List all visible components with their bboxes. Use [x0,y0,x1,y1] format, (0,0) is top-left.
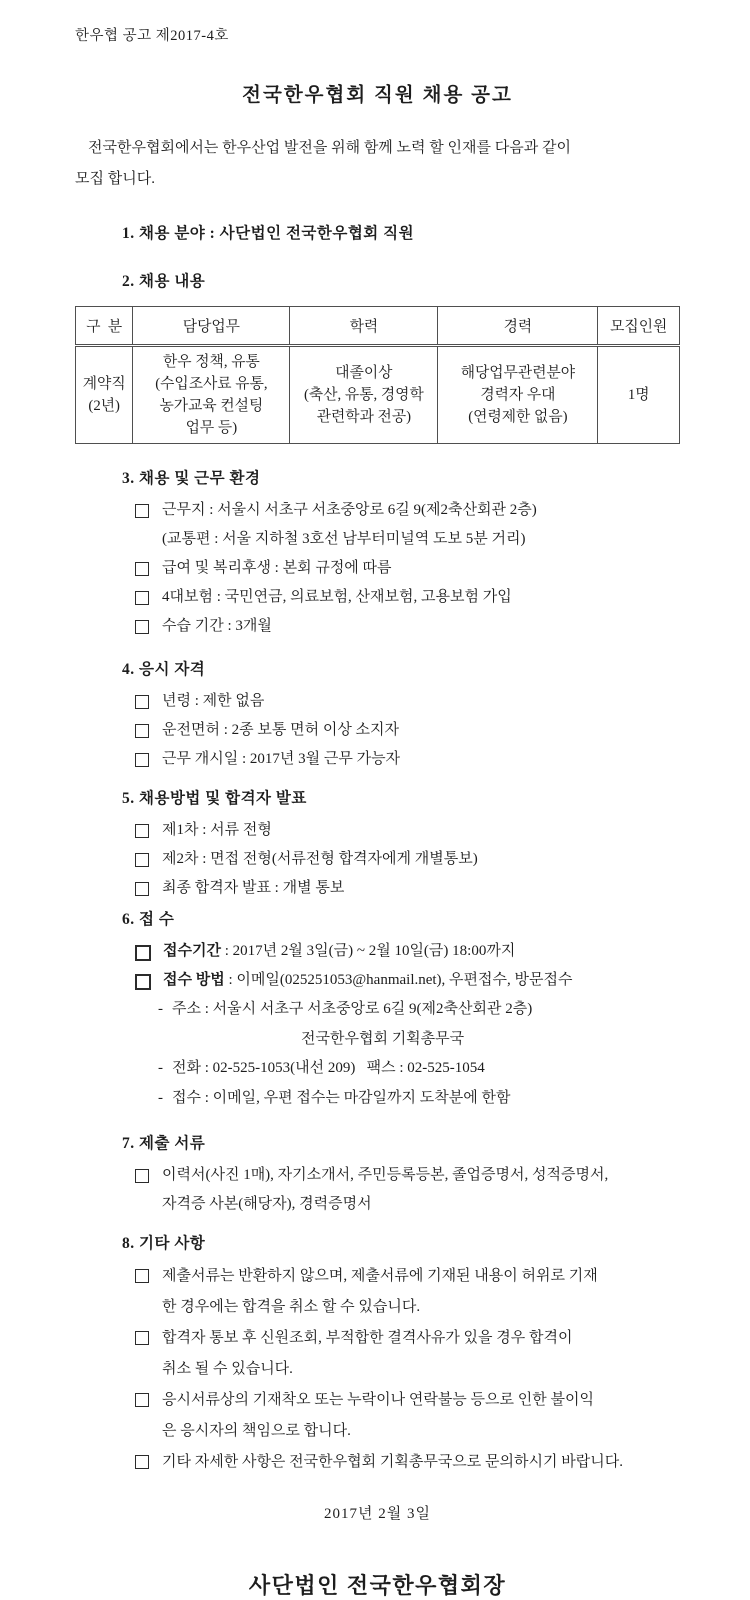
cell-line: (2년) [88,398,120,414]
item-line: 합격자 통보 후 신원조회, 부적합한 결격사유가 있을 경우 합격이 [162,1330,573,1346]
item-text: 급여 및 복리후생 : 본회 규정에 따름 [162,560,392,576]
item-line: 제출서류는 반환하지 않으며, 제출서류에 기재된 내용이 허위로 기재 [162,1268,598,1284]
item-label: 접수기간 [163,943,221,959]
item-value: : 2017년 2월 3일(금) ~ 2월 10일(금) 18:00까지 [220,943,516,959]
cell-line: (축산, 유통, 경영학 [303,387,424,403]
item-subline: (교통편 : 서울 지하철 3호선 남부터미널역 도보 5분 거리) [162,531,526,547]
item-text: 4대보험 : 국민연금, 의료보험, 산재보험, 고용보험 가입 [162,589,512,605]
checkbox-icon [135,504,149,518]
list-item [75,937,680,966]
list-item [75,1385,680,1447]
item-text [162,1323,680,1385]
checkbox-icon [135,824,149,838]
checkbox-icon [135,695,149,709]
signature: 사단법인 전국한우협회장 [248,1573,507,1598]
cell-line: 1명 [627,387,650,403]
item-text [163,937,680,966]
page-title: 전국한우협회 직원 채용 공고 [242,85,513,106]
list-item [75,1261,680,1323]
item-text: 년령 : 제한 없음 [162,693,265,709]
cell-category [76,346,133,444]
item-text: 최종 합격자 발표 : 개별 통보 [162,880,345,896]
announcement-date: 2017년 2월 3일 [324,1506,431,1522]
item-text [162,1261,680,1323]
dash-icon: - [158,1001,163,1017]
detail-line [158,995,680,1025]
cell-line: 업무 등) [185,420,238,436]
list-item [75,745,680,774]
item-value: : 이메일(025251053@hanmail.net), 우편접수, 방문접수 [224,972,573,988]
checkbox-icon [135,620,149,634]
section-8-heading: 8. 기타 사항 [122,1235,206,1252]
section-3-body [75,496,680,641]
section-6-details [75,995,680,1113]
dash-icon: - [158,1060,163,1076]
cell-line: 한우 정책, 유통 [162,354,260,370]
section-4-heading: 4. 응시 자격 [122,661,206,678]
cell-education [290,346,438,444]
section-7-body [75,1161,680,1219]
cell-line: 농가교육 컨설팅 [159,398,264,414]
item-text [162,1385,680,1447]
cell-line: 계약직 [82,376,126,392]
cell-line: 관련학과 전공) [316,409,412,425]
item-line: 이력서(사진 1매), 자기소개서, 주민등록등본, 졸업증명서, 성적증명서, [162,1167,609,1183]
item-label: 접수 방법 [163,972,225,988]
cell-line: 해당업무관련분야 [460,365,576,381]
intro-paragraph [75,133,680,195]
col-header-career: 경력 [438,307,598,346]
checkbox-icon [135,1455,149,1469]
col-header-duties: 담당업무 [133,307,290,346]
item-text: 근무지 : 서울시 서초구 서초중앙로 6길 9(제2축산회관 2층) [162,502,537,518]
item-text: 운전면허 : 2종 보통 면허 이상 소지자 [162,722,400,738]
detail-line [158,1054,680,1084]
list-item [75,874,680,903]
list-item [75,1161,680,1219]
item-text [162,1447,680,1478]
section-7-heading: 7. 제출 서류 [122,1135,206,1152]
detail-line [158,1084,680,1114]
list-item [75,1447,680,1478]
table-header-row [76,307,680,346]
list-item [75,716,680,745]
checkbox-icon [135,1331,149,1345]
doc-number: 한우협 공고 제2017-4호 [75,28,229,44]
list-item [75,845,680,874]
section-8-body [75,1261,680,1478]
table-row [76,346,680,444]
col-header-education: 학력 [290,307,438,346]
cell-career [438,346,598,444]
section-1-heading: 1. 채용 분야 : 사단법인 전국한우협회 직원 [122,225,415,242]
detail-text: 접수 : 이메일, 우편 접수는 마감일까지 도착분에 한함 [172,1089,511,1106]
item-text: 수습 기간 : 3개월 [162,618,272,634]
list-item [75,583,680,612]
checkbox-icon [135,945,151,961]
checkbox-icon [135,882,149,896]
section-5-heading: 5. 채용방법 및 합격자 발표 [122,790,307,807]
item-text [163,966,680,995]
checkbox-icon [135,1269,149,1283]
list-item [75,612,680,641]
section-6-heading: 6. 접 수 [122,911,175,928]
cell-headcount [598,346,680,444]
detail-continuation: 전국한우협회 기획총무국 [301,1030,465,1047]
cell-line: 경력자 우대 [480,387,556,403]
checkbox-icon [135,1393,149,1407]
section-5-body [75,816,680,903]
checkbox-icon [135,591,149,605]
list-item [75,554,680,583]
col-header-category: 구 분 [76,307,133,346]
cell-duties [133,346,290,444]
item-text: 근무 개시일 : 2017년 3월 근무 가능자 [162,751,401,767]
list-item [75,687,680,716]
item-text: 제1차 : 서류 전형 [162,822,272,838]
item-line: 한 경우에는 합격을 취소 할 수 있습니다. [162,1299,421,1315]
detail-text: 주소 : 서울시 서초구 서초중앙로 6길 9(제2축산회관 2층) [172,1001,533,1017]
section-6-body [75,937,680,1113]
item-text: 제2차 : 면접 전형(서류전형 합격자에게 개별통보) [162,851,478,867]
item-line: 자격증 사본(해당자), 경력증명서 [162,1196,372,1212]
section-3-heading: 3. 채용 및 근무 환경 [122,470,261,487]
list-item [75,966,680,995]
cell-line: 대졸이상 [335,365,393,381]
intro-line: 전국한우협회에서는 한우산업 발전을 위해 함께 노력 할 인재를 다음과 같이 [88,140,571,156]
checkbox-icon [135,562,149,576]
checkbox-icon [135,724,149,738]
col-header-headcount: 모집인원 [598,307,680,346]
recruitment-table [75,306,680,444]
section-2-heading: 2. 채용 내용 [122,273,206,290]
cell-line: (수입조사료 유통, [155,376,268,392]
item-line: 취소 될 수 있습니다. [162,1361,293,1377]
item-line: 기타 자세한 사항은 전국한우협회 기획총무국으로 문의하시기 바랍니다. [162,1454,623,1470]
section-4-body [75,687,680,774]
intro-line: 모집 합니다. [75,171,155,187]
checkbox-icon [135,753,149,767]
dash-icon: - [158,1089,163,1106]
detail-text: 전화 : 02-525-1053(내선 209) 팩스 : 02-525-1054 [172,1060,485,1076]
checkbox-icon [135,974,151,990]
checkbox-icon [135,1169,149,1183]
list-item [75,496,680,525]
list-item [75,1323,680,1385]
item-text [162,1161,680,1219]
cell-line: (연령제한 없음) [468,409,568,425]
list-item [75,816,680,845]
item-line: 은 응시자의 책임으로 합니다. [162,1423,351,1439]
item-line: 응시서류상의 기재착오 또는 누락이나 연락불능 등으로 인한 불이익 [162,1392,594,1408]
checkbox-icon [135,853,149,867]
